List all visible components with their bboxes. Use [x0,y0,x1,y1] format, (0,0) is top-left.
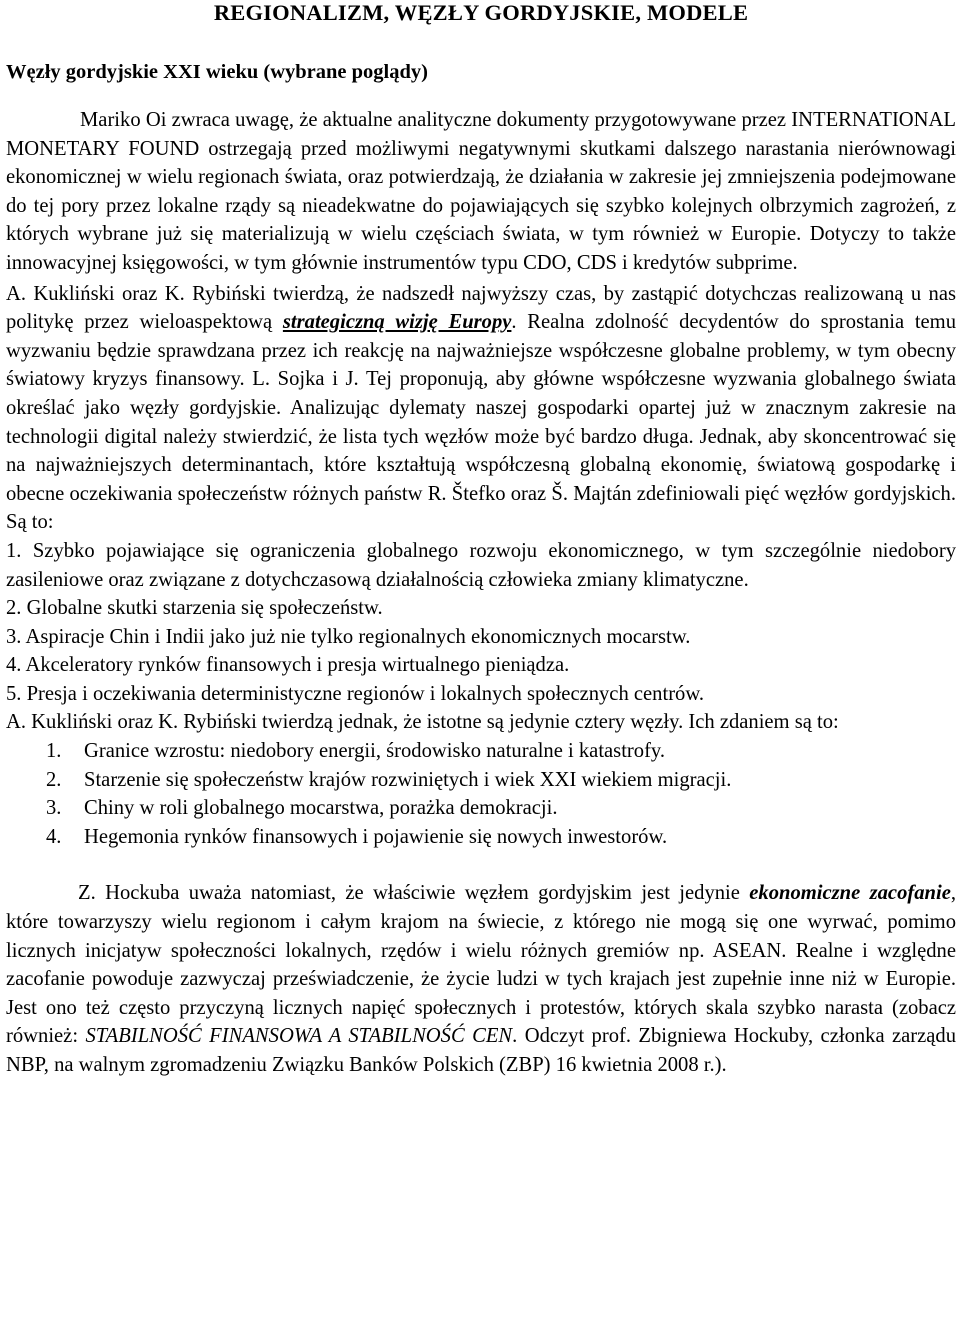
reference-title: STABILNOŚĆ FINANSOWA A STABILNOŚĆ CEN [85,1025,513,1048]
paragraph-four-knots: A. Kukliński oraz K. Rybiński twierdzą jednak, że istotne są jedynie cztery węzły. Ich zdaniem są to: [6,711,839,734]
list-item: 3. Aspiracje Chin i Indii jako już nie tylko regionalnych ekonomicznych mocarstw. [6,625,691,648]
paragraph-text: . Odczyt prof. Zbigniewa Hockuby, członka zarządu NBP, na walnym zgromadzeniu Związku Banków Polskich (ZBP) 16 kwietnia 2008 r.). [6,1025,957,1076]
list-item [46,737,956,766]
emphasis-strategic-vision: strategiczną wizję Europy [282,311,512,334]
list-item [46,766,956,795]
emphasis-economic-backwardness: ekonomiczne zacofanie [749,882,951,905]
list-item [46,823,956,852]
list-item-text: Chiny w roli globalnego mocarstwa, porażka demokracji. [84,797,558,820]
list-item-text: Hegemonia rynków finansowych i pojawienie się nowych inwestorów. [84,825,668,848]
section-heading: Węzły gordyjskie XXI wieku (wybrane poglądy) [6,61,428,83]
list-item: 1. Szybko pojawiające się ograniczenia globalnego rozwoju ekonomicznego, w tym szczególnie niedobory zasileniowe oraz związane z dotychczasową działalnością człowieka zmiany klimatyczne. [6,539,956,591]
list-number: 3. [46,797,62,820]
paragraph-text: , które towarzyszy wielu regionom i całym krajom na świecie, z którego nie mogą się one wyrwać, pomimo licznych inicjatyw społeczności lokalnych, rzędów i wielu różnych gremiów np. ASEAN. Realne i względne zacofanie powoduje zazwyczaj przeświadczenie, że życie ludzi w tych krajach jest zupełnie inne niż w Europie. Jest ono też często przyczyną licznych napięć społecznych i protestów, których skala szybko narasta (zobacz również: [6,882,956,1048]
list-item-text: Granice wzrostu: niedobory energii, środowisko naturalne i katastrofy. [84,740,666,763]
paragraph-text: Z. Hockuba uważa natomiast, że właściwie węzłem gordyjskim jest jedynie [78,882,750,905]
list-item [46,794,956,823]
list-number: 2. [46,768,62,791]
gordian-knots-list-four [6,737,956,851]
list-item-text: Starzenie się społeczeństw krajów rozwiniętych i wiek XXI wiekiem migracji. [84,768,732,791]
list-item: 5. Presja i oczekiwania deterministyczne regionów i lokalnych społecznych centrów. [6,682,705,705]
paragraph-kuklinski-rybinski [6,280,956,537]
paragraph-text: A. Kukliński oraz K. Rybiński twierdzą, że nadszedł najwyższy czas, by zastąpić dotychczas realizowaną u nas politykę przez wieloaspektową [6,282,956,334]
gordian-knots-list-five [6,537,956,709]
paragraph-hockuba [6,879,956,1079]
list-item: 4. Akceleratory rynków finansowych i presja wirtualnego pieniądza. [6,654,570,677]
document-title: REGIONALIZM, WĘZŁY GORDYJSKIE, MODELE [213,0,749,25]
list-item: 2. Globalne skutki starzenia się społeczeństw. [6,597,383,620]
paragraph-text: . Realna zdolność decydentów do sprostania temu wyzwaniu będzie sprawdzana przez ich reakcję na najważniejsze współczesne globalne problemy, w tym obecny światowy kryzys finansowy. L. Sojka i J. Tej proponują, aby główne współczesne wyzwania globalnego świata określać jako węzły gordyjskie. Analizując dylematy naszej gospodarki opartej już w znacznym zakresie na technologii digital należy stwierdzić, że lista tych węzłów może być bardzo długa. Jednak, aby skoncentrować się na najważniejszych determinantach, które kształtują współczesną globalną ekonomię, światową gospodarkę i obecne oczekiwania społeczeństw różnych państw R. Štefko oraz Š. Majtán zdefiniowali pięć węzłów gordyjskich. Są to: [6,311,956,534]
list-number: 4. [46,825,62,848]
list-number: 1. [46,740,62,763]
paragraph-mariko-oi: Mariko Oi zwraca uwagę, że aktualne analityczne dokumenty przygotowywane przez INTERNATIONAL MONETARY FOUND ostrzegają przed możliwymi negatywnymi skutkami dalszego narastania nierównowagi ekonomicznej w wielu regionach świata, oraz potwierdzają, że działania w zakresie jej zmniejszenia podejmowane do tej pory przez lokalne rządy są nieadekwatne do pojawiających się szybko kolejnych olbrzymich zagrożeń, z których wybrane już się materializują w wielu częściach świata, w tym również w Europie. Dotyczy to także innowacyjnej księgowości, w tym głównie instrumentów typu CDO, CDS i kredytów subprime. [6,109,956,274]
